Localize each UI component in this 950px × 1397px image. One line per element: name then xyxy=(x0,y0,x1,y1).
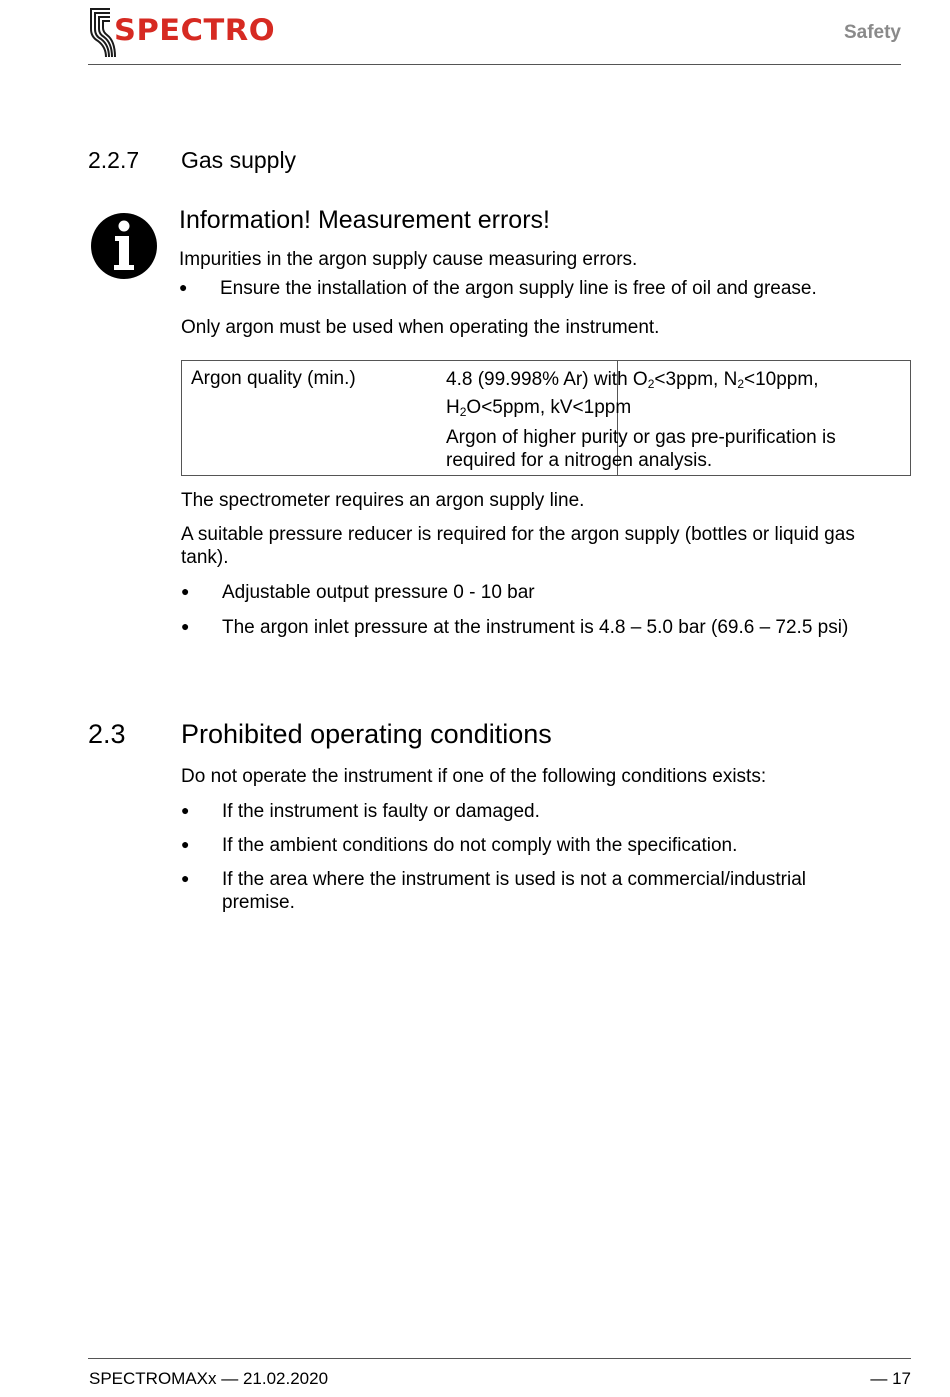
argon-quality-table xyxy=(181,360,911,476)
page-number: — 17 xyxy=(870,1369,911,1388)
list-item: If the ambient conditions do not comply with the specification. xyxy=(222,835,738,856)
info-notice-title: Information! Measurement errors! xyxy=(179,206,550,234)
section-title: Prohibited operating conditions xyxy=(181,719,552,749)
paragraph: tank). xyxy=(181,547,229,568)
info-notice-text: Impurities in the argon supply cause measuring errors. xyxy=(179,249,638,270)
intro-paragraph: Only argon must be used when operating the instrument. xyxy=(181,317,660,338)
table-value-line-2: $H_2O<5ppm$, kV<1ppm xyxy=(446,397,632,419)
list-item: The argon inlet pressure at the instrument is 4.8 – 5.0 bar (69.6 – 72.5 psi) xyxy=(222,617,849,638)
paragraph: A suitable pressure reducer is required for the argon supply (bottles or liquid gas xyxy=(181,524,855,545)
paragraph: Do not operate the instrument if one of the following conditions exists: xyxy=(181,766,767,787)
table-value-line-1: 4.8 (99.998% Ar) with $O_2<3ppm$, $N_2<10ppm$, xyxy=(446,369,819,391)
section-number: 2.3 xyxy=(88,719,126,749)
list-item: If the area where the instrument is used is not a commercial/industrial xyxy=(222,869,806,890)
bullet-icon: ● xyxy=(179,279,188,295)
list-item: Adjustable output pressure 0 - 10 bar xyxy=(222,582,535,603)
bullet-icon: ● xyxy=(181,836,190,852)
bullet-icon: ● xyxy=(181,870,190,886)
info-icon xyxy=(90,212,158,280)
paragraph: The spectrometer requires an argon supply line. xyxy=(181,490,585,511)
bullet-icon: ● xyxy=(181,618,190,634)
header-divider xyxy=(88,64,901,65)
logo-wordmark: SPECTRO xyxy=(114,13,276,47)
bullet-icon: ● xyxy=(181,583,190,599)
table-note-line-1: Argon of higher purity or gas pre-purification is xyxy=(446,427,836,448)
section-number: 2.2.7 xyxy=(88,147,140,173)
footer-divider xyxy=(88,1358,911,1359)
section-title: Gas supply xyxy=(181,147,297,173)
footer-document-info: SPECTROMAXx — 21.02.2020 xyxy=(89,1369,329,1388)
bullet-icon: ● xyxy=(181,802,190,818)
table-note-line-2: required for a nitrogen analysis. xyxy=(446,450,713,471)
table-label-cell: Argon quality (min.) xyxy=(191,368,356,389)
header-section-title: Safety xyxy=(843,22,901,43)
list-item: If the instrument is faulty or damaged. xyxy=(222,801,540,822)
list-item-continuation: premise. xyxy=(222,892,295,913)
info-notice-bullet: Ensure the installation of the argon supply line is free of oil and grease. xyxy=(220,278,817,299)
